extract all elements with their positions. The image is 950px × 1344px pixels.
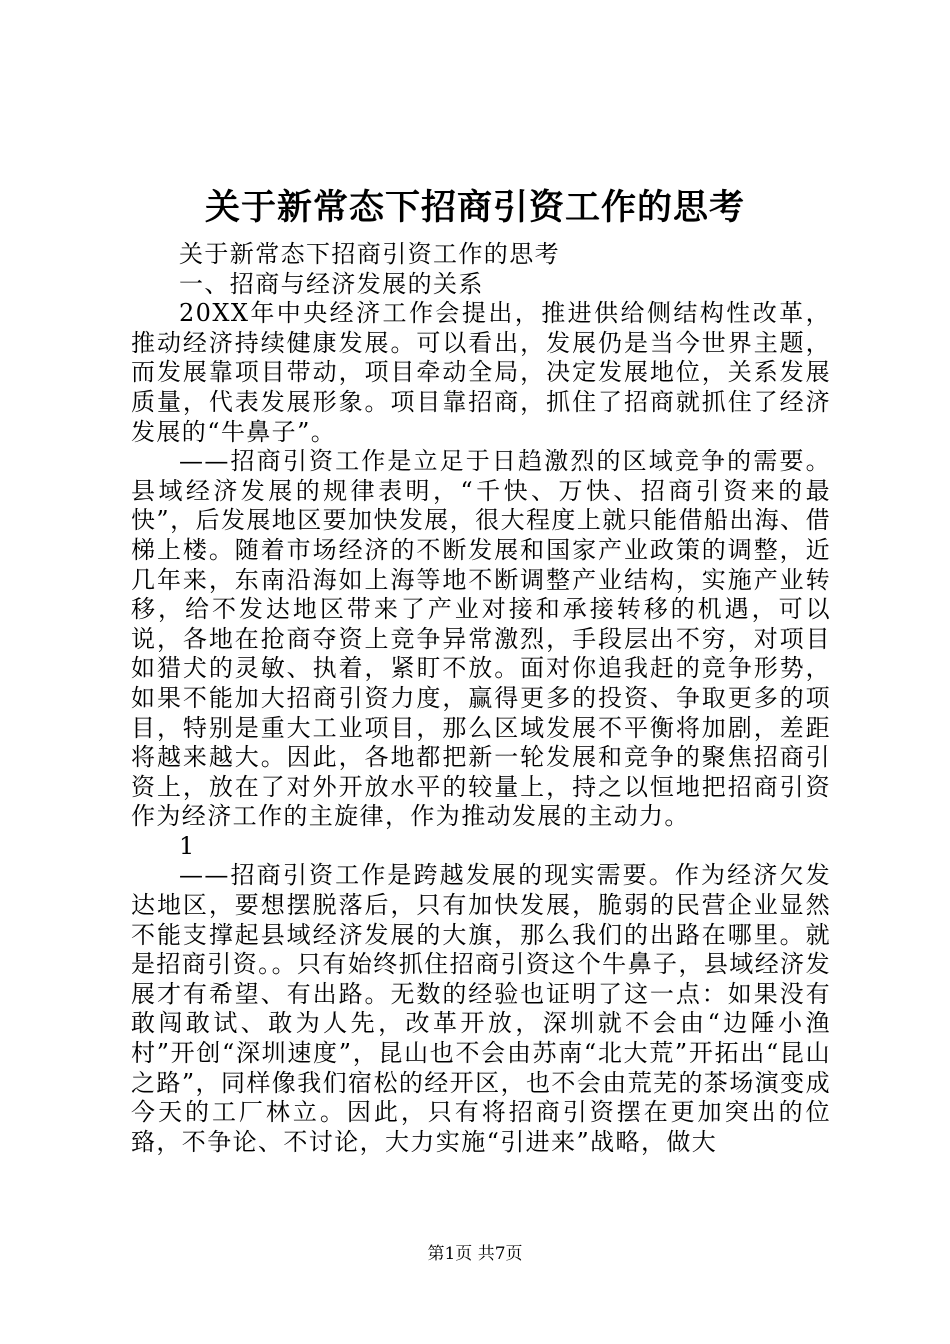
- body-paragraph: ——招商引资工作是跨越发展的现实需要。作为经济欠发达地区，要想摆脱落后，只有加快发展，脆弱的民营企业显然不能支撑起县域经济发展的大旗，那么我们的出路在哪里。就是招商引资。。只有始终抓住招商引资这个牛鼻子，县域经济发展才有希望、有出路。无数的经验也证明了这一点：如果没有敢闯敢试、敢为人先，改革开放，深圳就不会由“边陲小渔村”开创“深圳速度”，昆山也不会由苏南“北大荒”开拓出“昆山之路”，同样像我们宿松的经开区，也不会由荒芜的茶场演变成今天的工厂林立。因此，只有将招商引资摆在更加突出的位臵，不争论、不讨论，大力实施“引进来”战略，做大: [131, 861, 831, 1156]
- document-title: 关于新常态下招商引资工作的思考: [204, 187, 745, 228]
- subtitle-line: 关于新常态下招商引资工作的思考: [179, 240, 560, 268]
- inline-page-number: 1: [179, 831, 196, 860]
- section-heading: 一、招商与经济发展的关系: [179, 269, 484, 298]
- body-paragraph: ——招商引资工作是立足于日趋激烈的区域竞争的需要。县域经济发展的规律表明，“千快、万快、招商引资来的最快”，后发展地区要加快发展，很大程度上就只能借船出海、借梯上楼。随着市场经济的不断发展和国家产业政策的调整，近几年来，东南沿海如上海等地不断调整产业结构，实施产业转移，给不发达地区带来了产业对接和承接转移的机遇，可以说，各地在抢商夺资上竞争异常激烈，手段层出不穷，对项目如猎犬的灵敏、执着，紧盯不放。面对你追我赶的竞争形势，如果不能加大招商引资力度，赢得更多的投资、争取更多的项目，特别是重大工业项目，那么区域发展不平衡将加剧，差距将越来越大。因此，各地都把新一轮发展和竞争的聚焦招商引资上，放在了对外开放水平的较量上，持之以恒地把招商引资作为经济工作的主旋律，作为推动发展的主动力。: [131, 447, 831, 831]
- page-footer: 第1页 共7页: [427, 1244, 523, 1264]
- body-paragraph: 20XX年中央经济工作会提出，推进供给侧结构性改革，推动经济持续健康发展。可以看出，发展仍是当今世界主题，而发展靠项目带动，项目牵动全局，决定发展地位，关系发展质量，代表发展形象。项目靠招商，抓住了招商就抓住了经济发展的“牛鼻子”。: [131, 299, 831, 446]
- document-body: [131, 240, 831, 1157]
